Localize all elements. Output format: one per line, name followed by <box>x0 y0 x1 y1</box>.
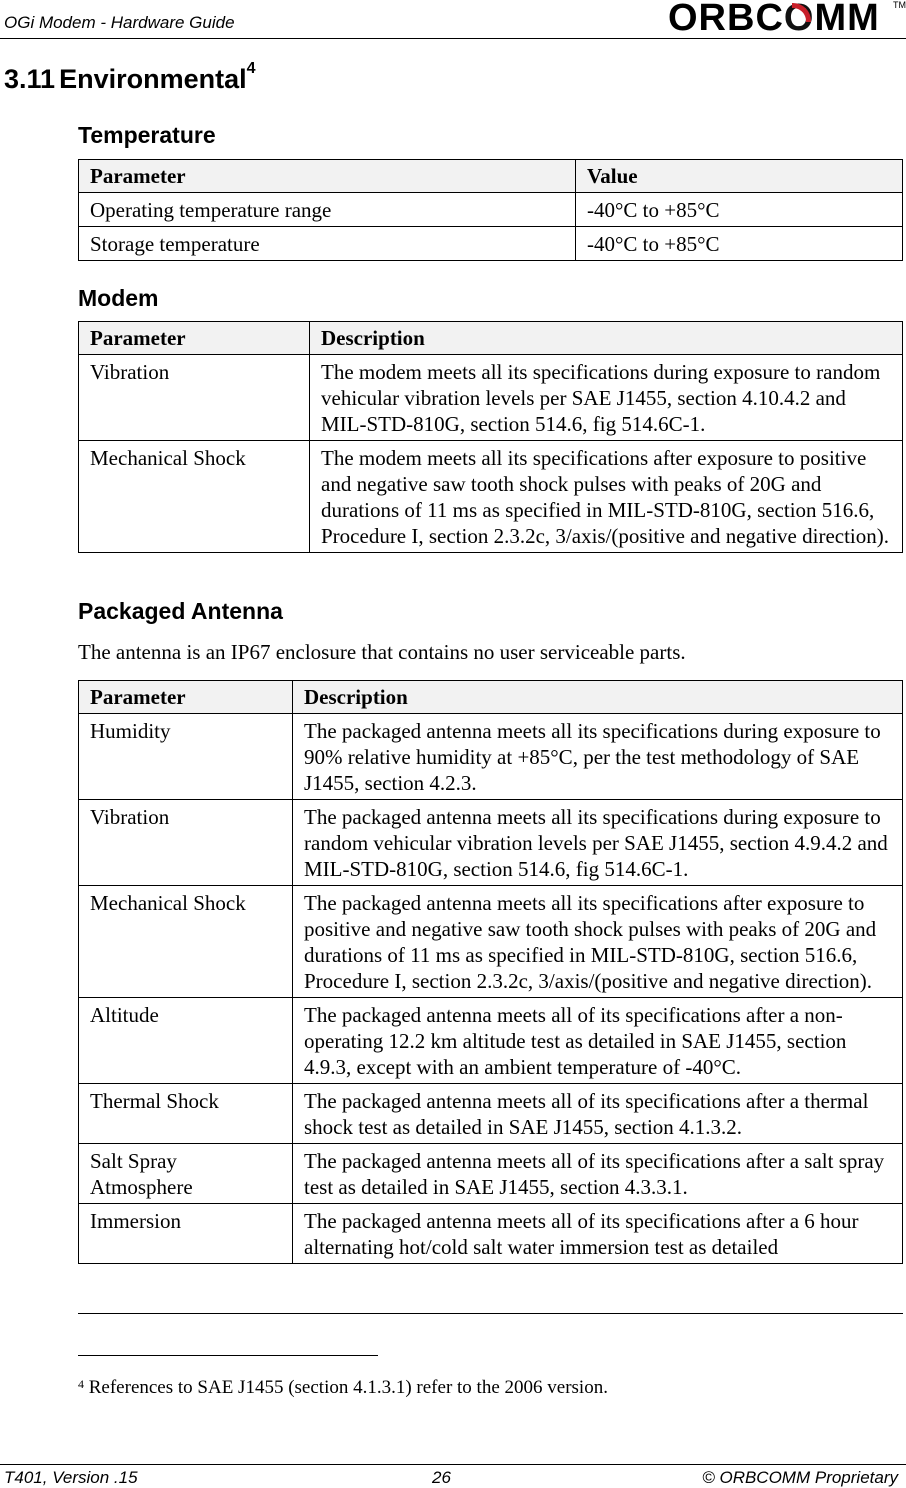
column-header: Parameter <box>79 322 310 355</box>
table-row <box>79 714 903 800</box>
cell: The packaged antenna meets all its specifications during exposure to 90% relative humidity at +85°C, per the test methodology of SAE J1455, section 4.2.3. <box>293 714 903 800</box>
table-row <box>79 886 903 998</box>
table-header-row <box>79 322 903 355</box>
table-bottom-border <box>78 1313 903 1314</box>
table-row <box>79 441 903 553</box>
section-title <box>4 60 256 95</box>
table-row <box>79 193 903 227</box>
table-header-row <box>79 681 903 714</box>
cell: Humidity <box>79 714 293 800</box>
table-row <box>79 1084 903 1144</box>
footnote <box>78 1377 608 1399</box>
footnote-number: 4 <box>78 1377 84 1391</box>
cell: The modem meets all its specifications after exposure to positive and negative saw tooth shock pulses with peaks of 20G and durations of 11 ms as specified in MIL-STD-810G, section 516.6, Procedure I, section 2.3.2c, 3/axis/(positive and negative direction). <box>310 441 903 553</box>
column-header: Value <box>576 160 903 193</box>
cell: Storage temperature <box>79 227 576 261</box>
cell: The packaged antenna meets all its specifications after exposure to positive and negative saw tooth shock pulses with peaks of 20G and durations of 11 ms as specified in MIL-STD-810G, section 516.6, Procedure I, section 2.3.2c, 3/axis/(positive and negative direction). <box>293 886 903 998</box>
trademark: TM <box>893 0 906 10</box>
table-header-row <box>79 160 903 193</box>
cell: The packaged antenna meets all its specifications during exposure to random vehicular vibration levels per SAE J1455, section 4.9.4.2 and MIL-STD-810G, section 514.6, fig 514.6C-1. <box>293 800 903 886</box>
cell: The modem meets all its specifications during exposure to random vehicular vibration levels per SAE J1455, section 4.10.4.2 and MIL-STD-810G, section 514.6, fig 514.6C-1. <box>310 355 903 441</box>
antenna-heading: Packaged Antenna <box>78 598 283 624</box>
table-row <box>79 998 903 1084</box>
temperature-table <box>78 159 903 261</box>
footnote-ref[interactable]: 4 <box>246 60 256 77</box>
cell: The packaged antenna meets all of its specifications after a thermal shock test as detailed in SAE J1455, section 4.1.3.2. <box>293 1084 903 1144</box>
column-header: Parameter <box>79 160 576 193</box>
cell: Salt Spray Atmosphere <box>79 1144 293 1204</box>
cell: -40°C to +85°C <box>576 227 903 261</box>
footnote-divider <box>78 1355 378 1356</box>
cell: Mechanical Shock <box>79 886 293 998</box>
table-row <box>79 227 903 261</box>
cell: Immersion <box>79 1204 293 1264</box>
cell: Vibration <box>79 355 310 441</box>
modem-table <box>78 321 903 553</box>
table-row <box>79 800 903 886</box>
column-header: Description <box>293 681 903 714</box>
table-row <box>79 1144 903 1204</box>
footer-copyright: © ORBCOMM Proprietary <box>702 1468 898 1487</box>
cell: The packaged antenna meets all of its specifications after a salt spray test as detailed in SAE J1455, section 4.3.3.1. <box>293 1144 903 1204</box>
column-header: Description <box>310 322 903 355</box>
cell: Vibration <box>79 800 293 886</box>
antenna-intro: The antenna is an IP67 enclosure that contains no user serviceable parts. <box>78 640 686 664</box>
modem-heading: Modem <box>78 285 159 311</box>
footer-divider <box>0 1464 906 1465</box>
cell: Thermal Shock <box>79 1084 293 1144</box>
section-title-text: Environmental <box>59 64 247 94</box>
page-break-mask <box>0 1315 906 1355</box>
temperature-heading: Temperature <box>78 122 216 148</box>
column-header: Parameter <box>79 681 293 714</box>
cell: Altitude <box>79 998 293 1084</box>
footer-page-number: 26 <box>432 1468 451 1487</box>
footnote-text: References to SAE J1455 (section 4.1.3.1) refer to the 2006 version. <box>88 1377 608 1398</box>
cell: Mechanical Shock <box>79 441 310 553</box>
table-row <box>79 355 903 441</box>
cell: The packaged antenna meets all of its specifications after a non-operating 12.2 km altitude test as detailed in SAE J1455, section 4.9.3, except with an ambient temperature of -40°C. <box>293 998 903 1084</box>
orbcomm-logo: ORBCOMM <box>668 0 880 36</box>
header-title: OGi Modem - Hardware Guide <box>4 13 235 32</box>
header-divider <box>0 38 906 39</box>
antenna-table <box>78 680 903 1264</box>
footer-doc-version: T401, Version .15 <box>4 1468 138 1487</box>
section-number: 3.11 <box>4 64 56 94</box>
table-row <box>79 1204 903 1264</box>
cell: Operating temperature range <box>79 193 576 227</box>
cell: -40°C to +85°C <box>576 193 903 227</box>
cell: The packaged antenna meets all of its specifications after a 6 hour alternating hot/cold salt water immersion test as detailed <box>293 1204 903 1264</box>
